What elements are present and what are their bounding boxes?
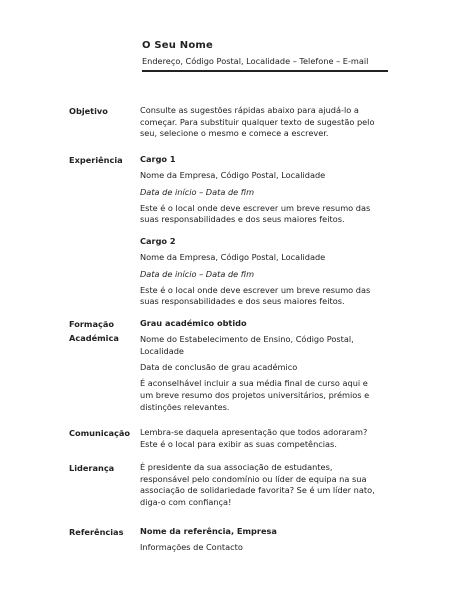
section-content-comunicacao	[140, 427, 382, 455]
section-content-experiencia	[140, 154, 382, 313]
degree-title: Grau académico obtido	[140, 318, 247, 328]
job-description: Este é o local onde deve escrever um breve resumo das suas responsabilidades e dos seus maiores feitos.	[140, 202, 371, 225]
section-label-referencias: Referências	[69, 527, 124, 537]
section-content-referencias	[140, 526, 382, 559]
job-title: Cargo 2	[140, 236, 176, 247]
section-label-formacao-line1: Formação	[69, 319, 114, 329]
education-note: É aconselhável incluir a sua média final de curso aqui e um breve resumo dos projetos universitários, prémios e distinções relevantes.	[140, 378, 370, 412]
header-divider	[142, 70, 388, 72]
job-company: Nome da Empresa, Código Postal, Localidade	[140, 252, 326, 263]
resume-name: O Seu Nome	[142, 40, 214, 51]
job-dates: Data de início – Data de fim	[140, 186, 255, 197]
lideranca-text: É presidente da sua associação de estudantes, responsável pelo condomínio ou líder de equipa na sua associação de solidariedade favorita? Se é um líder nato, diga-o com confiança!	[140, 462, 375, 507]
reference-contact: Informações de Contacto	[140, 542, 243, 553]
section-content-formacao	[140, 318, 382, 418]
objetivo-text: Consulte as sugestões rápidas abaixo para ajudá-lo a começar. Para substituir qualquer texto de sugestão pelo seu, selecione o mesmo e comece a escrever.	[140, 105, 375, 139]
job-dates: Data de início – Data de fim	[140, 268, 255, 279]
job-entry	[140, 236, 382, 308]
job-company: Nome da Empresa, Código Postal, Localidade	[140, 170, 326, 181]
contact-line: Endereço, Código Postal, Localidade – Telefone – E-mail	[142, 56, 369, 66]
institution: Nome do Estabelecimento de Ensino, Código Postal, Localidade	[140, 334, 354, 356]
section-label-experiencia: Experiência	[69, 155, 123, 165]
section-content-objetivo	[140, 105, 382, 144]
section-label-formacao-line2: Académica	[69, 333, 119, 343]
graduation-date: Data de conclusão de grau académico	[140, 362, 298, 373]
section-label-lideranca: Liderança	[69, 463, 115, 473]
section-label-formacao	[69, 317, 135, 345]
comunicacao-text: Lembra-se daquela apresentação que todos adoraram? Este é o local para exibir as suas competências.	[140, 427, 368, 449]
section-label-comunicacao: Comunicação	[69, 428, 131, 438]
job-title: Cargo 1	[140, 154, 176, 164]
job-entry	[140, 154, 382, 226]
section-content-lideranca	[140, 462, 382, 513]
reference-name: Nome da referência, Empresa	[140, 526, 277, 536]
section-label-objetivo: Objetivo	[69, 106, 108, 116]
job-description: Este é o local onde deve escrever um breve resumo das suas responsabilidades e dos seus maiores feitos.	[140, 284, 371, 307]
